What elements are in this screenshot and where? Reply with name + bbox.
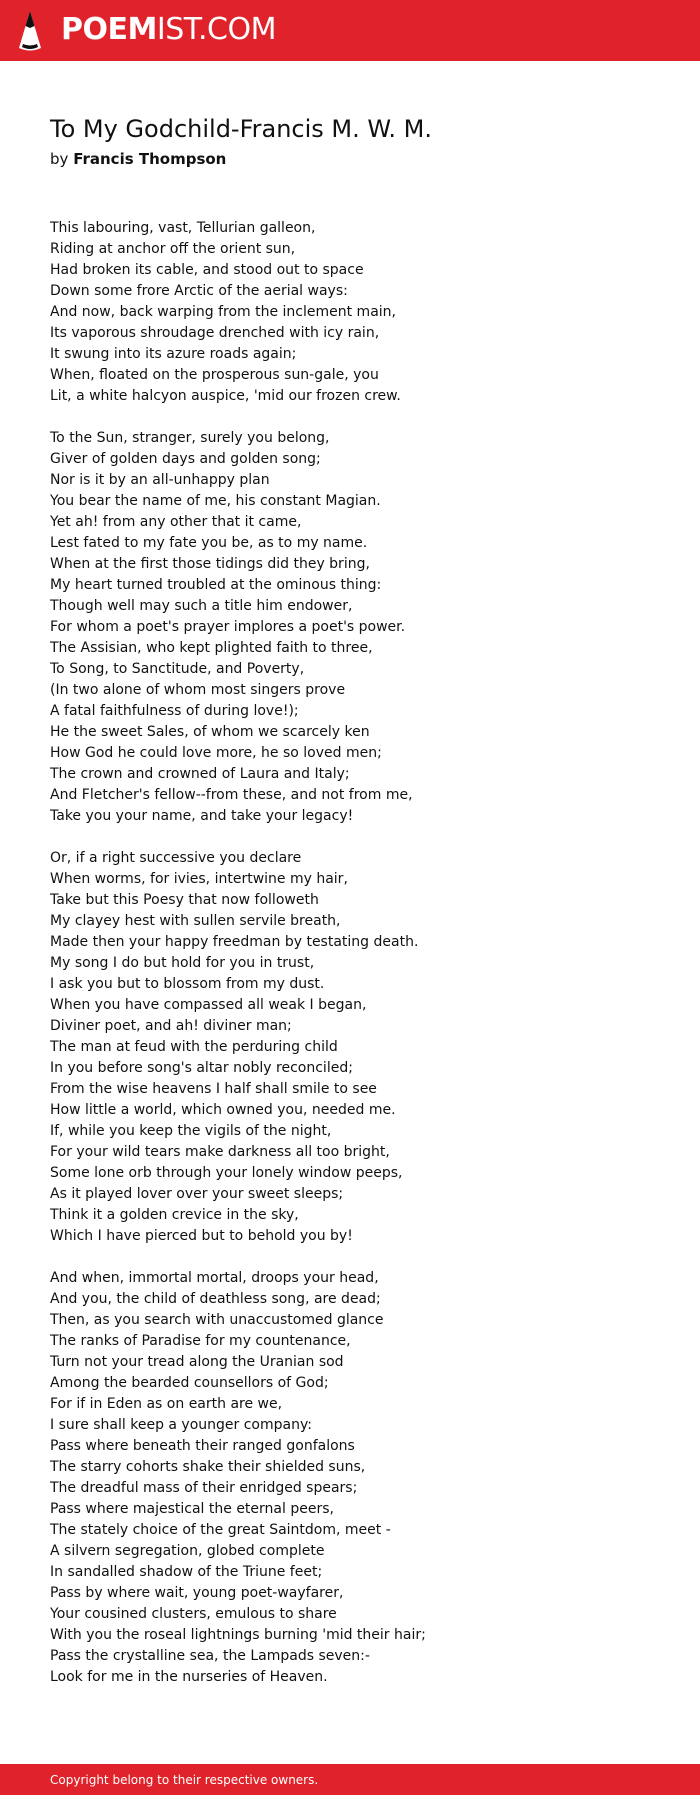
poem-line: (In two alone of whom most singers prove bbox=[50, 682, 346, 698]
site-header bbox=[0, 0, 700, 61]
pen-nib-icon[interactable] bbox=[17, 10, 43, 52]
poem-line: Had broken its cable, and stood out to space bbox=[50, 262, 364, 278]
poem-line: The crown and crowned of Laura and Italy; bbox=[50, 766, 350, 782]
poem-line: For if in Eden as on earth are we, bbox=[50, 1396, 283, 1412]
poem-line: Which I have pierced but to behold you by! bbox=[50, 1228, 353, 1244]
poem-line: The man at feud with the perduring child bbox=[50, 1039, 338, 1055]
poem-line: The dreadful mass of their enridged spears; bbox=[50, 1480, 358, 1496]
poem-title: To My Godchild-Francis M. W. M. bbox=[50, 115, 432, 143]
poem-byline bbox=[50, 148, 226, 170]
poem-line: Pass by where wait, young poet-wayfarer, bbox=[50, 1585, 344, 1601]
poem-line: Or, if a right successive you declare bbox=[50, 850, 302, 866]
poem-line: Look for me in the nurseries of Heaven. bbox=[50, 1669, 328, 1685]
poem-line: When at the first those tidings did they bring, bbox=[50, 556, 370, 572]
poem-line: From the wise heavens I half shall smile to see bbox=[50, 1081, 377, 1097]
poem-line: And when, immortal mortal, droops your head, bbox=[50, 1270, 379, 1286]
poem-line: To Song, to Sanctitude, and Poverty, bbox=[50, 661, 305, 677]
poem-line: Down some frore Arctic of the aerial ways: bbox=[50, 283, 348, 299]
poem-line: If, while you keep the vigils of the night, bbox=[50, 1123, 332, 1139]
site-footer bbox=[0, 1764, 700, 1795]
poem-line: Nor is it by an all-unhappy plan bbox=[50, 472, 270, 488]
copyright-text: Copyright belong to their respective owners. bbox=[50, 1773, 319, 1787]
poem-line: I ask you but to blossom from my dust. bbox=[50, 976, 325, 992]
poem-line: For whom a poet's prayer implores a poet's power. bbox=[50, 619, 406, 635]
poem-line: When, floated on the prosperous sun-gale, you bbox=[50, 367, 379, 383]
poem-line: Made then your happy freedman by testating death. bbox=[50, 934, 419, 950]
poem-line: And you, the child of deathless song, are dead; bbox=[50, 1291, 381, 1307]
site-logo[interactable] bbox=[61, 11, 276, 49]
poem-line: Think it a golden crevice in the sky, bbox=[50, 1207, 299, 1223]
poem-line: When you have compassed all weak I began, bbox=[50, 997, 367, 1013]
poem-line: Lest fated to my fate you be, as to my name. bbox=[50, 535, 368, 551]
poem-stanza bbox=[50, 1268, 670, 1688]
poem-line: With you the roseal lightnings burning 'mid their hair; bbox=[50, 1627, 426, 1643]
poem-line: As it played lover over your sweet sleeps; bbox=[50, 1186, 344, 1202]
poem-line: My song I do but hold for you in trust, bbox=[50, 955, 315, 971]
poem-line: You bear the name of me, his constant Magian. bbox=[50, 493, 381, 509]
poem-line: In you before song's altar nobly reconciled; bbox=[50, 1060, 353, 1076]
poem-line: In sandalled shadow of the Triune feet; bbox=[50, 1564, 323, 1580]
poem-stanza bbox=[50, 428, 670, 827]
poem-line: Pass where beneath their ranged gonfalons bbox=[50, 1438, 355, 1454]
poem-line: The ranks of Paradise for my countenance, bbox=[50, 1333, 351, 1349]
poem-line: It swung into its azure roads again; bbox=[50, 346, 297, 362]
poem-line: A fatal faithfulness of during love!); bbox=[50, 703, 299, 719]
poem-line: For your wild tears make darkness all too bright, bbox=[50, 1144, 390, 1160]
by-label: by bbox=[50, 150, 69, 168]
poem-author: Francis Thompson bbox=[73, 150, 227, 168]
poem-line: Though well may such a title him endower, bbox=[50, 598, 353, 614]
poem-line: Yet ah! from any other that it came, bbox=[50, 514, 302, 530]
poem-line: My clayey hest with sullen servile breath, bbox=[50, 913, 341, 929]
poem-line: Take you your name, and take your legacy! bbox=[50, 808, 354, 824]
poem-line: Pass where majestical the eternal peers, bbox=[50, 1501, 334, 1517]
poem-line: The Assisian, who kept plighted faith to three, bbox=[50, 640, 373, 656]
poem-line: Pass the crystalline sea, the Lampads seven:- bbox=[50, 1648, 370, 1664]
poem-line: And Fletcher's fellow--from these, and not from me, bbox=[50, 787, 413, 803]
poem-line: Your cousined clusters, emulous to share bbox=[50, 1606, 337, 1622]
poem-line: Take but this Poesy that now followeth bbox=[50, 892, 319, 908]
poem-line: Diviner poet, and ah! diviner man; bbox=[50, 1018, 292, 1034]
poem-line: Lit, a white halcyon auspice, 'mid our frozen crew. bbox=[50, 388, 401, 404]
poem-line: The stately choice of the great Saintdom, meet - bbox=[50, 1522, 391, 1538]
poem-line: How God he could love more, he so loved men; bbox=[50, 745, 382, 761]
poem-line: Turn not your tread along the Uranian sod bbox=[50, 1354, 344, 1370]
poem-line: Then, as you search with unaccustomed glance bbox=[50, 1312, 384, 1328]
poem-line: Among the bearded counsellors of God; bbox=[50, 1375, 329, 1391]
poem-line: This labouring, vast, Tellurian galleon, bbox=[50, 220, 316, 236]
poem-line: Giver of golden days and golden song; bbox=[50, 451, 321, 467]
poem-line: My heart turned troubled at the ominous thing: bbox=[50, 577, 382, 593]
poem-line: How little a world, which owned you, needed me. bbox=[50, 1102, 396, 1118]
poem-line: The starry cohorts shake their shielded suns, bbox=[50, 1459, 366, 1475]
poem-line: He the sweet Sales, of whom we scarcely ken bbox=[50, 724, 370, 740]
poem-line: To the Sun, stranger, surely you belong, bbox=[50, 430, 330, 446]
poem-stanza bbox=[50, 848, 670, 1247]
poem-line: Its vaporous shroudage drenched with icy rain, bbox=[50, 325, 380, 341]
logo-text-bold: POEM bbox=[61, 12, 157, 47]
poem-body bbox=[50, 218, 670, 1709]
poem-line: I sure shall keep a younger company: bbox=[50, 1417, 312, 1433]
poem-line: When worms, for ivies, intertwine my hair, bbox=[50, 871, 348, 887]
poem-stanza bbox=[50, 218, 670, 407]
poem-line: And now, back warping from the inclement main, bbox=[50, 304, 396, 320]
poem-line: A silvern segregation, globed complete bbox=[50, 1543, 325, 1559]
poem-line: Some lone orb through your lonely window peeps, bbox=[50, 1165, 403, 1181]
logo-text-light: IST.COM bbox=[156, 12, 276, 47]
poem-line: Riding at anchor off the orient sun, bbox=[50, 241, 296, 257]
